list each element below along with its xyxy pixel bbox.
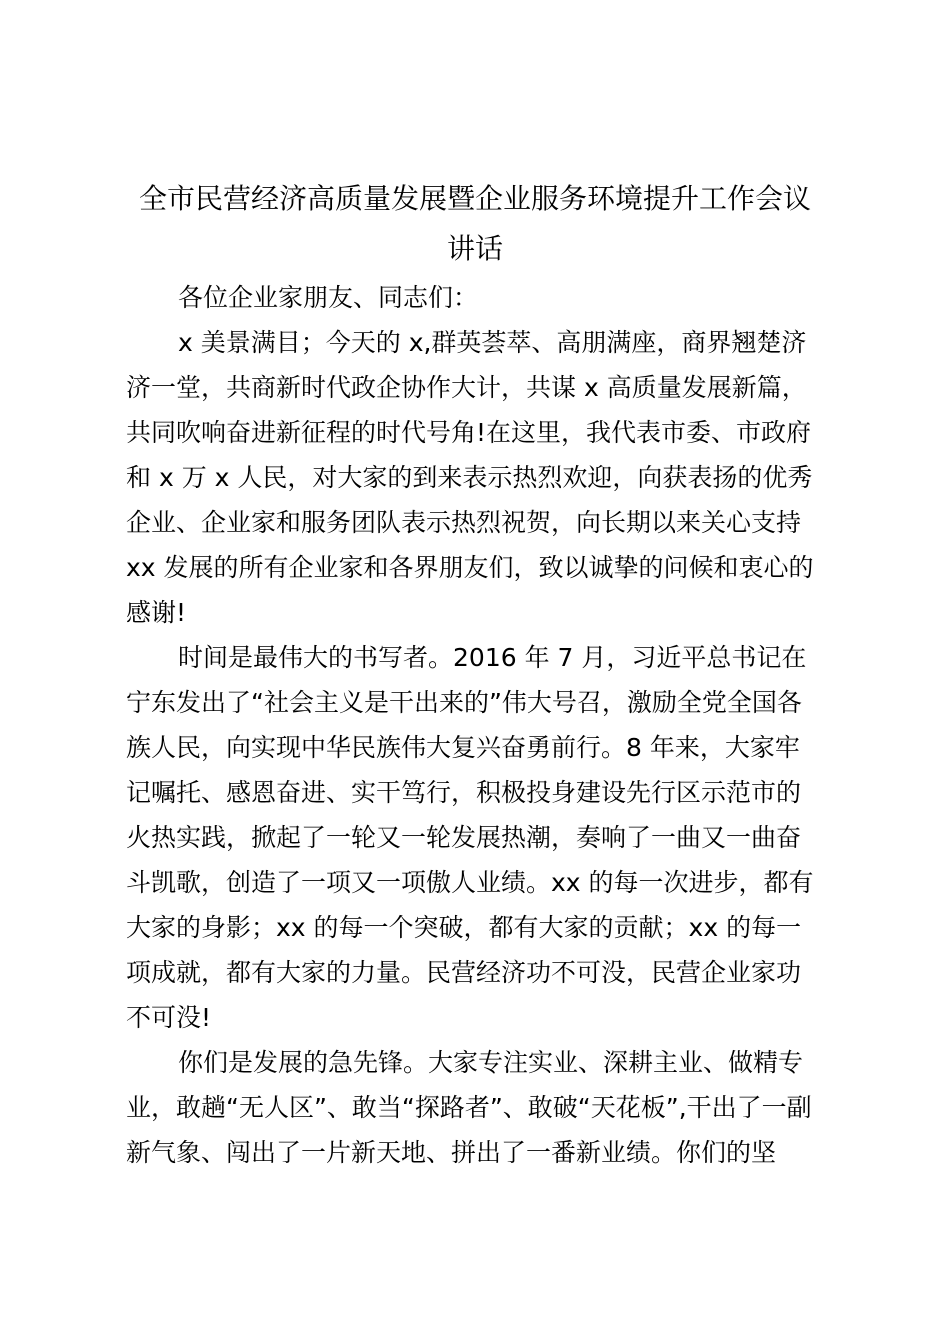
body-line: 你们是发展的急先锋。大家专注实业、深耕主业、做精专 [178,1048,804,1077]
body-line: 新气象、闯出了一片新天地、拼出了一番新业绩。你们的坚 [126,1138,777,1167]
body-line: 族人民，向实现中华民族伟大复兴奋勇前行。8 年来，大家牢 [126,733,800,762]
body-line: x 美景满目；今天的 x,群英荟萃、高朋满座，商界翘楚济 [178,328,807,357]
body-line: 时间是最伟大的书写者。2016 年 7 月，习近平总书记在 [178,643,807,672]
body-line: 感谢! [126,598,187,627]
body-line: 企业、企业家和服务团队表示热烈祝贺，向长期以来关心支持 [126,508,802,537]
body-line: 大家的身影；xx 的每一个突破，都有大家的贡献；xx 的每一 [126,913,802,942]
body-line: 济一堂，共商新时代政企协作大计，共谋 x 高质量发展新篇， [126,373,807,402]
body-line: 宁东发出了“社会主义是干出来的”伟大号召，激励全党全国各 [126,688,802,717]
body-line: 业，敢趟“无人区”、敢当“探路者”、敢破“天花板”,干出了一副 [126,1093,812,1122]
document-title-line-1: 全市民营经济高质量发展暨企业服务环境提升工作会议 [138,182,811,215]
body-line: 斗凯歌，创造了一项又一项傲人业绩。xx 的每一次进步，都有 [126,868,814,897]
salutation-line: 各位企业家朋友、同志们： [178,283,479,312]
body-line: 不可没! [126,1003,212,1032]
body-line: xx 发展的所有企业家和各界朋友们，致以诚挚的问候和衷心的 [126,553,814,582]
body-line: 项成就，都有大家的力量。民营经济功不可没，民营企业家功 [126,958,802,987]
body-line: 共同吹响奋进新征程的时代号角!在这里，我代表市委、市政府 [126,418,812,447]
body-line: 和 x 万 x 人民，对大家的到来表示热烈欢迎，向获表扬的优秀 [126,463,813,492]
body-line: 火热实践，掀起了一轮又一轮发展热潮，奏响了一曲又一曲奋 [126,823,802,852]
document-title-line-2: 讲话 [446,232,503,265]
body-line: 记嘱托、感恩奋进、实干笃行，积极投身建设先行区示范市的 [126,778,802,807]
